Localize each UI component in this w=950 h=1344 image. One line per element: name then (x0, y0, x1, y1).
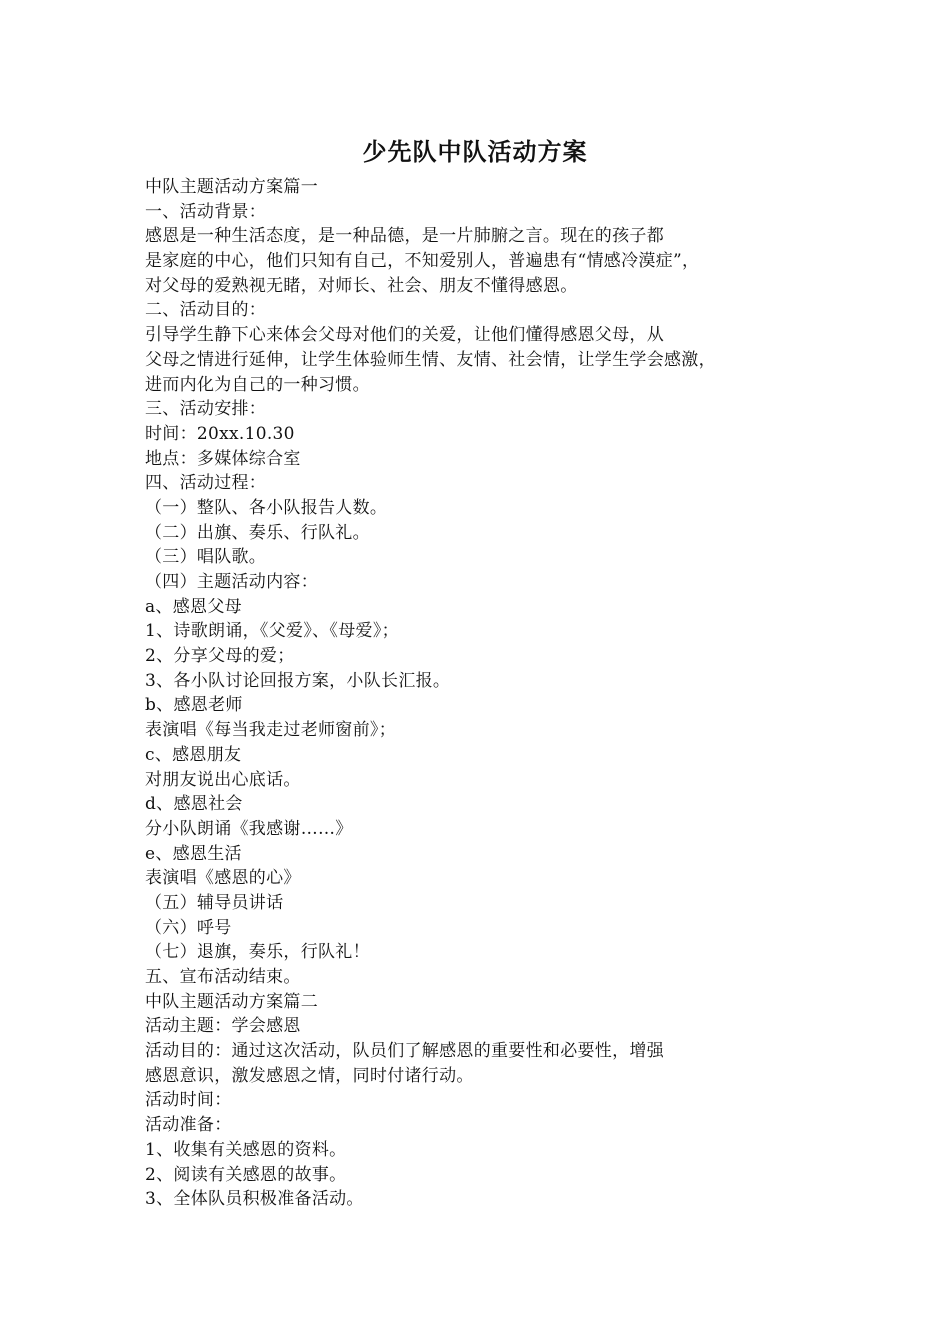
list-item: （七）退旗，奏乐，行队礼！ (145, 942, 370, 963)
list-item: （四）主题活动内容： (145, 572, 318, 592)
list-item: 对朋友说出心底话。 (145, 769, 301, 790)
info-line: 活动时间： (145, 1090, 232, 1111)
paragraph-line: 感恩是一种生活态度，是一种品德，是一片肺腑之言。现在的孩子都 (145, 226, 664, 247)
info-line: 地点：多媒体综合室 (145, 448, 301, 469)
list-item: c、感恩朋友 (145, 744, 242, 765)
list-item: （三）唱队歌。 (145, 547, 267, 568)
info-line: 活动准备： (145, 1115, 232, 1136)
list-item: （五）辅导员讲话 (145, 892, 284, 913)
paragraph-line: 活动目的：通过这次活动，队员们了解感恩的重要性和必要性，增强 (145, 1041, 664, 1062)
list-item: 3、全体队员积极准备活动。 (145, 1189, 364, 1210)
subsection-heading: 四、活动过程： (145, 473, 267, 494)
list-item: 表演唱《感恩的心》 (145, 868, 301, 889)
info-line: 时间：20xx.10.30 (145, 423, 295, 444)
subsection-heading: 二、活动目的： (145, 300, 267, 321)
document-title: 少先队中队活动方案 (362, 138, 588, 166)
list-item: b、感恩老师 (145, 695, 243, 716)
section-heading: 中队主题活动方案篇二 (145, 991, 318, 1012)
info-line: 活动主题：学会感恩 (145, 1016, 301, 1037)
list-item: （一）整队、各小队报告人数。 (145, 497, 388, 518)
subsection-heading: 一、活动背景： (145, 201, 267, 222)
paragraph-line: 对父母的爱熟视无睹，对师长、社会、朋友不懂得感恩。 (145, 275, 578, 296)
list-item: 3、各小队讨论回报方案，小队长汇报。 (145, 670, 451, 691)
document-body (145, 175, 805, 1212)
list-item: a、感恩父母 (145, 596, 242, 617)
list-item: 1、诗歌朗诵，《父爱》、《母爱》； (145, 621, 399, 642)
list-item: d、感恩社会 (145, 794, 243, 815)
paragraph-line: 进而内化为自己的一种习惯。 (145, 374, 370, 395)
list-item: 1、收集有关感恩的资料。 (145, 1139, 347, 1160)
list-item: 2、阅读有关感恩的故事。 (145, 1164, 347, 1185)
paragraph-line: 感恩意识，激发感恩之情，同时付诸行动。 (145, 1065, 474, 1086)
list-item: （二）出旗、奏乐、行队礼。 (145, 522, 370, 543)
subsection-heading: 三、活动安排： (145, 399, 267, 420)
paragraph-line: 引导学生静下心来体会父母对他们的关爱，让他们懂得感恩父母，从 (145, 325, 664, 346)
paragraph-line: 父母之情进行延伸，让学生体验师生情、友情、社会情，让学生学会感激， (145, 349, 716, 370)
subsection-heading: 五、宣布活动结束。 (145, 967, 301, 987)
list-item: 表演唱《每当我走过老师窗前》； (145, 720, 396, 741)
list-item: （六）呼号 (145, 917, 232, 938)
list-item: 2、分享父母的爱； (145, 646, 295, 667)
list-item: 分小队朗诵《我感谢……》 (145, 818, 353, 839)
paragraph-line: 是家庭的中心，他们只知有自己，不知爱别人，普遍患有“情感冷漠症”， (145, 251, 700, 272)
list-item: e、感恩生活 (145, 843, 242, 864)
section-heading: 中队主题活动方案篇一 (145, 177, 318, 197)
